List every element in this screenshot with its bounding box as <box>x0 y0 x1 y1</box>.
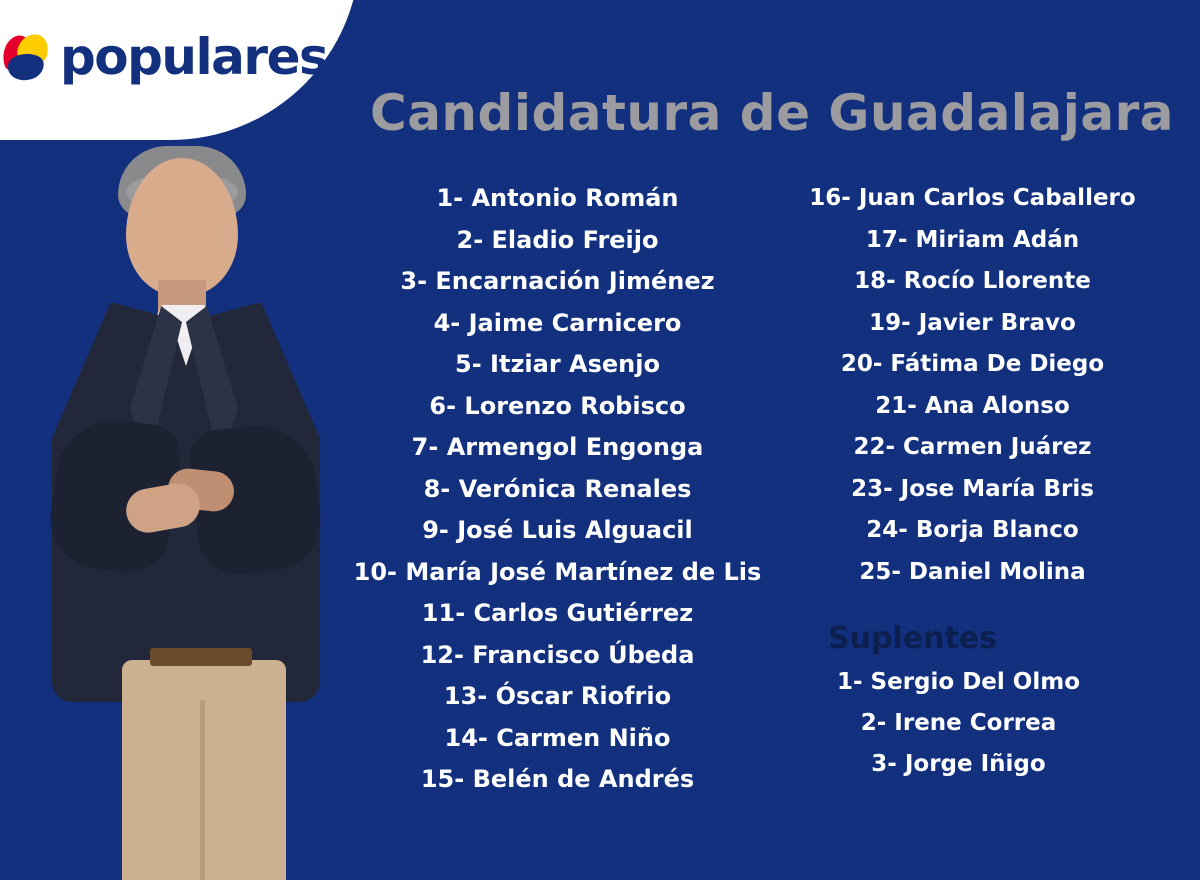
brand-name: populares <box>60 28 328 86</box>
list-item: 21- Ana Alonso <box>875 392 1070 419</box>
list-item: 1- Antonio Román <box>436 184 679 212</box>
portrait-belt <box>150 648 252 666</box>
list-item: 2- Irene Correa <box>860 710 1057 736</box>
list-item: 18- Rocío Llorente <box>854 268 1091 294</box>
portrait-trousers <box>122 660 286 880</box>
list-item: 6- Lorenzo Robisco <box>429 391 686 420</box>
list-item: 24- Borja Blanco <box>866 517 1079 543</box>
registered-mark-icon: ® <box>329 49 340 65</box>
candidate-list-left <box>350 178 765 801</box>
list-item: 1- Sergio Del Olmo <box>836 669 1080 695</box>
list-item: 2- Eladio Freijo <box>456 225 659 254</box>
list-item: 13- Óscar Riofrio <box>443 682 672 710</box>
list-item: 23- Jose María Bris <box>851 475 1094 502</box>
brand-logo <box>2 28 340 86</box>
pp-flame-logo-icon <box>2 34 54 80</box>
list-item: 9- José Luis Alguacil <box>422 516 693 544</box>
list-item: 19- Javier Bravo <box>869 309 1076 336</box>
list-item: 3- Encarnación Jiménez <box>400 267 715 295</box>
list-item: 15- Belén de Andrés <box>420 765 695 793</box>
list-item: 25- Daniel Molina <box>859 558 1086 585</box>
list-item: 17- Miriam Adán <box>865 226 1080 253</box>
list-item: 3- Jorge Iñigo <box>871 751 1046 777</box>
candidate-portrait <box>18 140 348 880</box>
suplentes-heading: Suplentes <box>828 621 997 656</box>
list-item: 10- María José Martínez de Lis <box>353 557 762 586</box>
list-item: 4- Jaime Carnicero <box>433 308 682 337</box>
list-item: 5- Itziar Asenjo <box>455 350 660 378</box>
list-item: 14- Carmen Niño <box>444 723 671 752</box>
page-title: Candidatura de Guadalajara <box>370 84 1174 142</box>
list-item: 7- Armengol Engonga <box>411 433 704 461</box>
suplentes-list <box>765 662 1180 785</box>
logo-panel <box>0 0 360 140</box>
list-item: 22- Carmen Juárez <box>853 434 1092 460</box>
list-item: 20- Fátima De Diego <box>840 351 1105 377</box>
candidate-list-right <box>765 178 1180 801</box>
list-item: 12- Francisco Úbeda <box>420 640 695 669</box>
list-item: 11- Carlos Gutiérrez <box>421 599 694 627</box>
list-item: 16- Juan Carlos Caballero <box>809 185 1136 211</box>
candidate-lists <box>350 178 1180 801</box>
list-item: 8- Verónica Renales <box>423 474 692 503</box>
